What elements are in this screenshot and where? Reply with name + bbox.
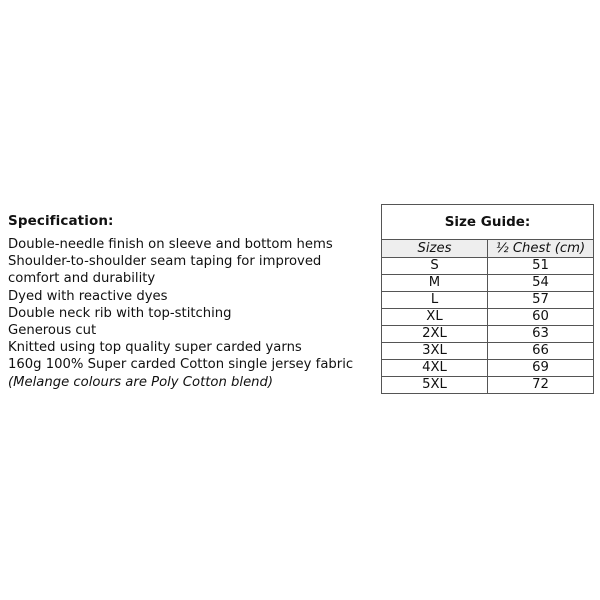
spec-line: Double neck rib with top-stitching bbox=[8, 305, 232, 321]
size-cell: M bbox=[382, 275, 488, 292]
size-cell: S bbox=[382, 258, 488, 275]
chest-cell: 57 bbox=[488, 292, 594, 309]
size-cell: XL bbox=[382, 309, 488, 326]
table-header-row bbox=[382, 240, 594, 258]
chest-cell: 69 bbox=[488, 360, 594, 377]
spec-line: 160g 100% Super carded Cotton single jersey fabric bbox=[8, 357, 354, 373]
chest-cell: 72 bbox=[488, 377, 594, 394]
chest-cell: 60 bbox=[488, 309, 594, 326]
size-guide-table bbox=[381, 204, 594, 394]
size-guide-title: Size Guide: bbox=[382, 205, 594, 240]
table-row bbox=[382, 360, 594, 377]
size-cell: 5XL bbox=[382, 377, 488, 394]
table-row bbox=[382, 309, 594, 326]
spec-line: Knitted using top quality super carded yarns bbox=[8, 340, 302, 356]
chest-cell: 51 bbox=[488, 258, 594, 275]
chest-cell: 54 bbox=[488, 275, 594, 292]
spec-note: (Melange colours are Poly Cotton blend) bbox=[8, 374, 274, 390]
spec-line: Shoulder-to-shoulder seam taping for improved bbox=[8, 254, 322, 270]
chest-cell: 63 bbox=[488, 326, 594, 343]
column-header-chest: ½ Chest (cm) bbox=[488, 240, 594, 258]
size-cell: L bbox=[382, 292, 488, 309]
size-cell: 4XL bbox=[382, 360, 488, 377]
chest-cell: 66 bbox=[488, 343, 594, 360]
table-row bbox=[382, 377, 594, 394]
specification-title: Specification: bbox=[8, 213, 114, 229]
table-row bbox=[382, 292, 594, 309]
size-cell: 3XL bbox=[382, 343, 488, 360]
spec-line: Generous cut bbox=[8, 323, 97, 339]
table-row bbox=[382, 275, 594, 292]
column-header-sizes: Sizes bbox=[382, 240, 488, 258]
spec-line: comfort and durability bbox=[8, 271, 156, 287]
spec-line: Double-needle finish on sleeve and bottom hems bbox=[8, 237, 333, 252]
spec-line: Dyed with reactive dyes bbox=[8, 288, 168, 304]
table-row bbox=[382, 258, 594, 275]
table-row bbox=[382, 343, 594, 360]
size-cell: 2XL bbox=[382, 326, 488, 343]
table-row bbox=[382, 326, 594, 343]
specification-section bbox=[8, 212, 378, 391]
